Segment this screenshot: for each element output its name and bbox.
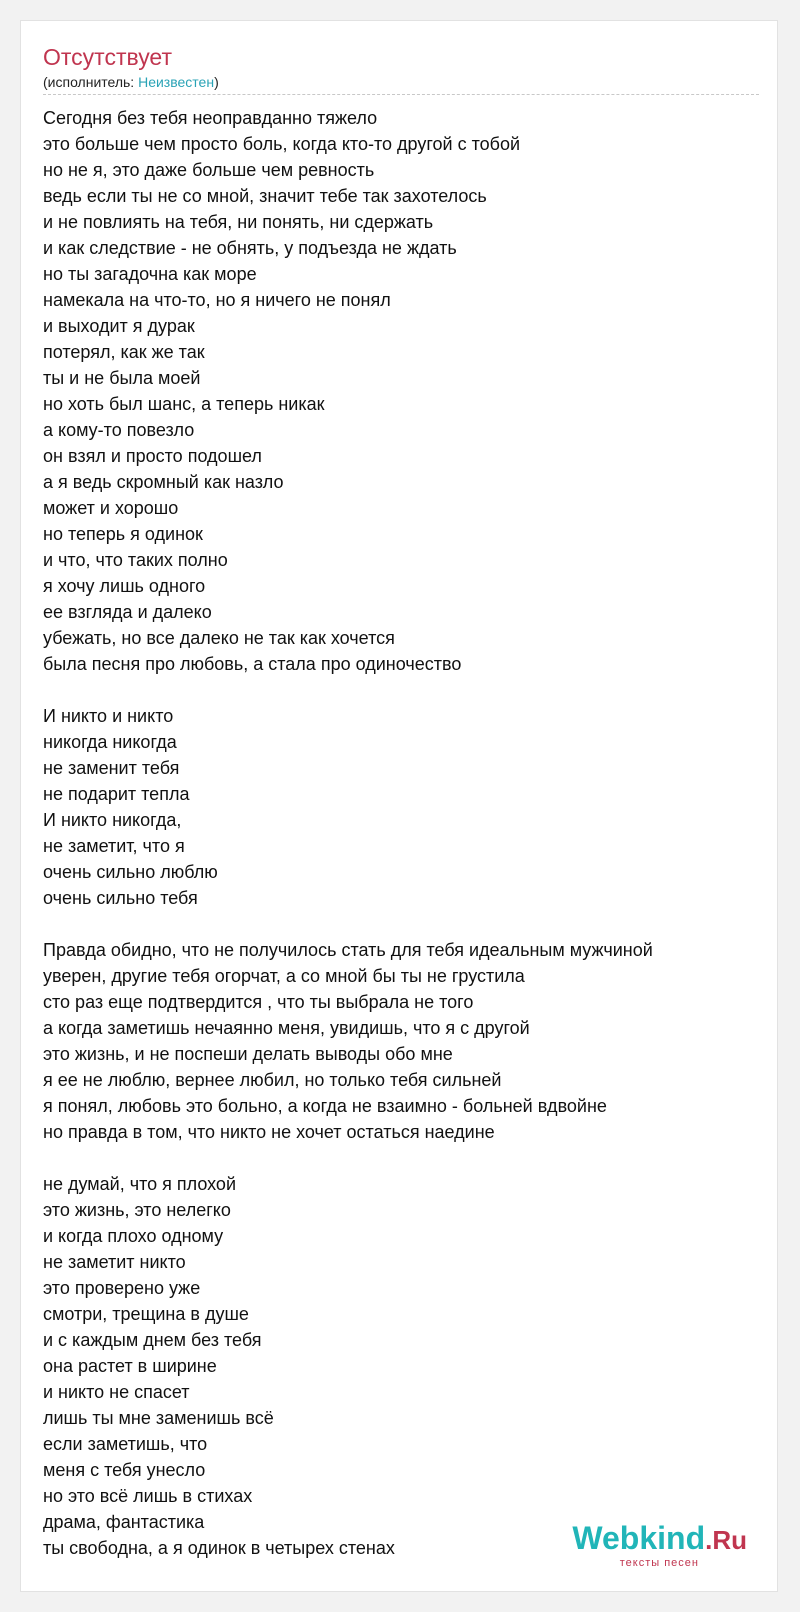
lyric-line: и не повлиять на тебя, ни понять, ни сдержать — [43, 212, 434, 232]
lyric-line: это проверено уже — [43, 1278, 201, 1298]
lyric-line: но ты загадочна как море — [43, 264, 257, 284]
song-title: Отсутствует — [43, 44, 172, 70]
lyric-line: смотри, трещина в душе — [43, 1304, 249, 1324]
lyric-line: если заметишь, что — [43, 1434, 208, 1454]
lyric-line: но правда в том, что никто не хочет остаться наедине — [43, 1122, 495, 1142]
lyric-line: и как следствие - не обнять, у подъезда не ждать — [43, 238, 457, 258]
title-divider — [43, 94, 759, 95]
lyric-line: это жизнь, и не поспеши делать выводы обо мне — [43, 1044, 453, 1064]
lyric-line: не заметит никто — [43, 1252, 186, 1272]
lyric-line: он взял и просто подошел — [43, 446, 262, 466]
lyric-line: не думай, что я плохой — [43, 1174, 236, 1194]
lyric-line: ты свободна, а я одинок в четырех стенах — [43, 1538, 395, 1558]
lyric-line: не заметит, что я — [43, 836, 185, 856]
lyric-line: и никто не спасет — [43, 1382, 190, 1402]
lyric-line: потерял, как же так — [43, 342, 205, 362]
lyric-line: но это всё лишь в стихах — [43, 1486, 253, 1506]
lyric-line: но теперь я одинок — [43, 524, 203, 544]
lyric-line: драма, фантастика — [43, 1512, 205, 1532]
lyric-line: намекала на что-то, но я ничего не понял — [43, 290, 391, 310]
lyric-line: лишь ты мне заменишь всё — [43, 1408, 274, 1428]
lyric-line: я хочу лишь одного — [43, 576, 206, 596]
lyric-line: не подарит тепла — [43, 784, 190, 804]
logo-tld: .Ru — [705, 1525, 747, 1555]
lyric-line: я понял, любовь это больно, а когда не взаимно - больней вдвойне — [43, 1096, 607, 1116]
lyric-line: ее взгляда и далеко — [43, 602, 212, 622]
artist-line — [43, 73, 219, 91]
lyrics-body — [43, 105, 763, 1561]
lyric-line: а кому-то повезло — [43, 420, 195, 440]
artist-prefix: (исполнитель: — [43, 74, 139, 90]
lyric-line: никогда никогда — [43, 732, 177, 752]
lyric-line: я ее не люблю, вернее любил, но только тебя сильней — [43, 1070, 502, 1090]
lyric-line: ты и не была моей — [43, 368, 201, 388]
lyric-line: это больше чем просто боль, когда кто-то другой с тобой — [43, 134, 521, 154]
lyric-line: И никто никогда, — [43, 810, 182, 830]
lyric-line: Правда обидно, что не получилось стать для тебя идеальным мужчиной — [43, 940, 653, 960]
lyric-line: а я ведь скромный как назло — [43, 472, 284, 492]
stanza-break — [43, 1145, 763, 1171]
lyric-line: и выходит я дурак — [43, 316, 195, 336]
stanza-break — [43, 677, 763, 703]
artist-link[interactable]: Неизвестен — [138, 74, 215, 90]
artist-suffix: ) — [214, 74, 219, 90]
site-logo[interactable] — [537, 1521, 747, 1569]
stanza-break — [43, 911, 763, 937]
lyric-line: Сегодня без тебя неоправданно тяжело — [43, 108, 378, 128]
lyric-line: убежать, но все далеко не так как хочется — [43, 628, 395, 648]
lyric-line: но хоть был шанс, а теперь никак — [43, 394, 325, 414]
lyric-line: И никто и никто — [43, 706, 174, 726]
lyric-line: может и хорошо — [43, 498, 179, 518]
lyric-line: но не я, это даже больше чем ревность — [43, 160, 375, 180]
lyric-line: была песня про любовь, а стала про одиночество — [43, 654, 462, 674]
logo-tagline: тексты песен — [619, 1557, 699, 1569]
lyric-line: она растет в ширине — [43, 1356, 217, 1376]
lyric-line: и когда плохо одному — [43, 1226, 224, 1246]
lyric-line: это жизнь, это нелегко — [43, 1200, 231, 1220]
lyric-line: и с каждым днем без тебя — [43, 1330, 262, 1350]
logo-wordmark — [537, 1521, 747, 1557]
lyric-line: очень сильно тебя — [43, 888, 198, 908]
lyric-line: уверен, другие тебя огорчат, а со мной бы ты не грустила — [43, 966, 525, 986]
lyric-line: а когда заметишь нечаянно меня, увидишь, что я с другой — [43, 1018, 530, 1038]
lyric-line: не заменит тебя — [43, 758, 180, 778]
logo-brand: Webkind — [572, 1520, 706, 1556]
lyric-line: ведь если ты не со мной, значит тебе так захотелось — [43, 186, 487, 206]
lyric-line: и что, что таких полно — [43, 550, 228, 570]
lyric-line: сто раз еще подтвердится , что ты выбрала не того — [43, 992, 474, 1012]
lyrics-card — [20, 20, 778, 1592]
lyric-line: меня с тебя унесло — [43, 1460, 206, 1480]
lyric-line: очень сильно люблю — [43, 862, 218, 882]
